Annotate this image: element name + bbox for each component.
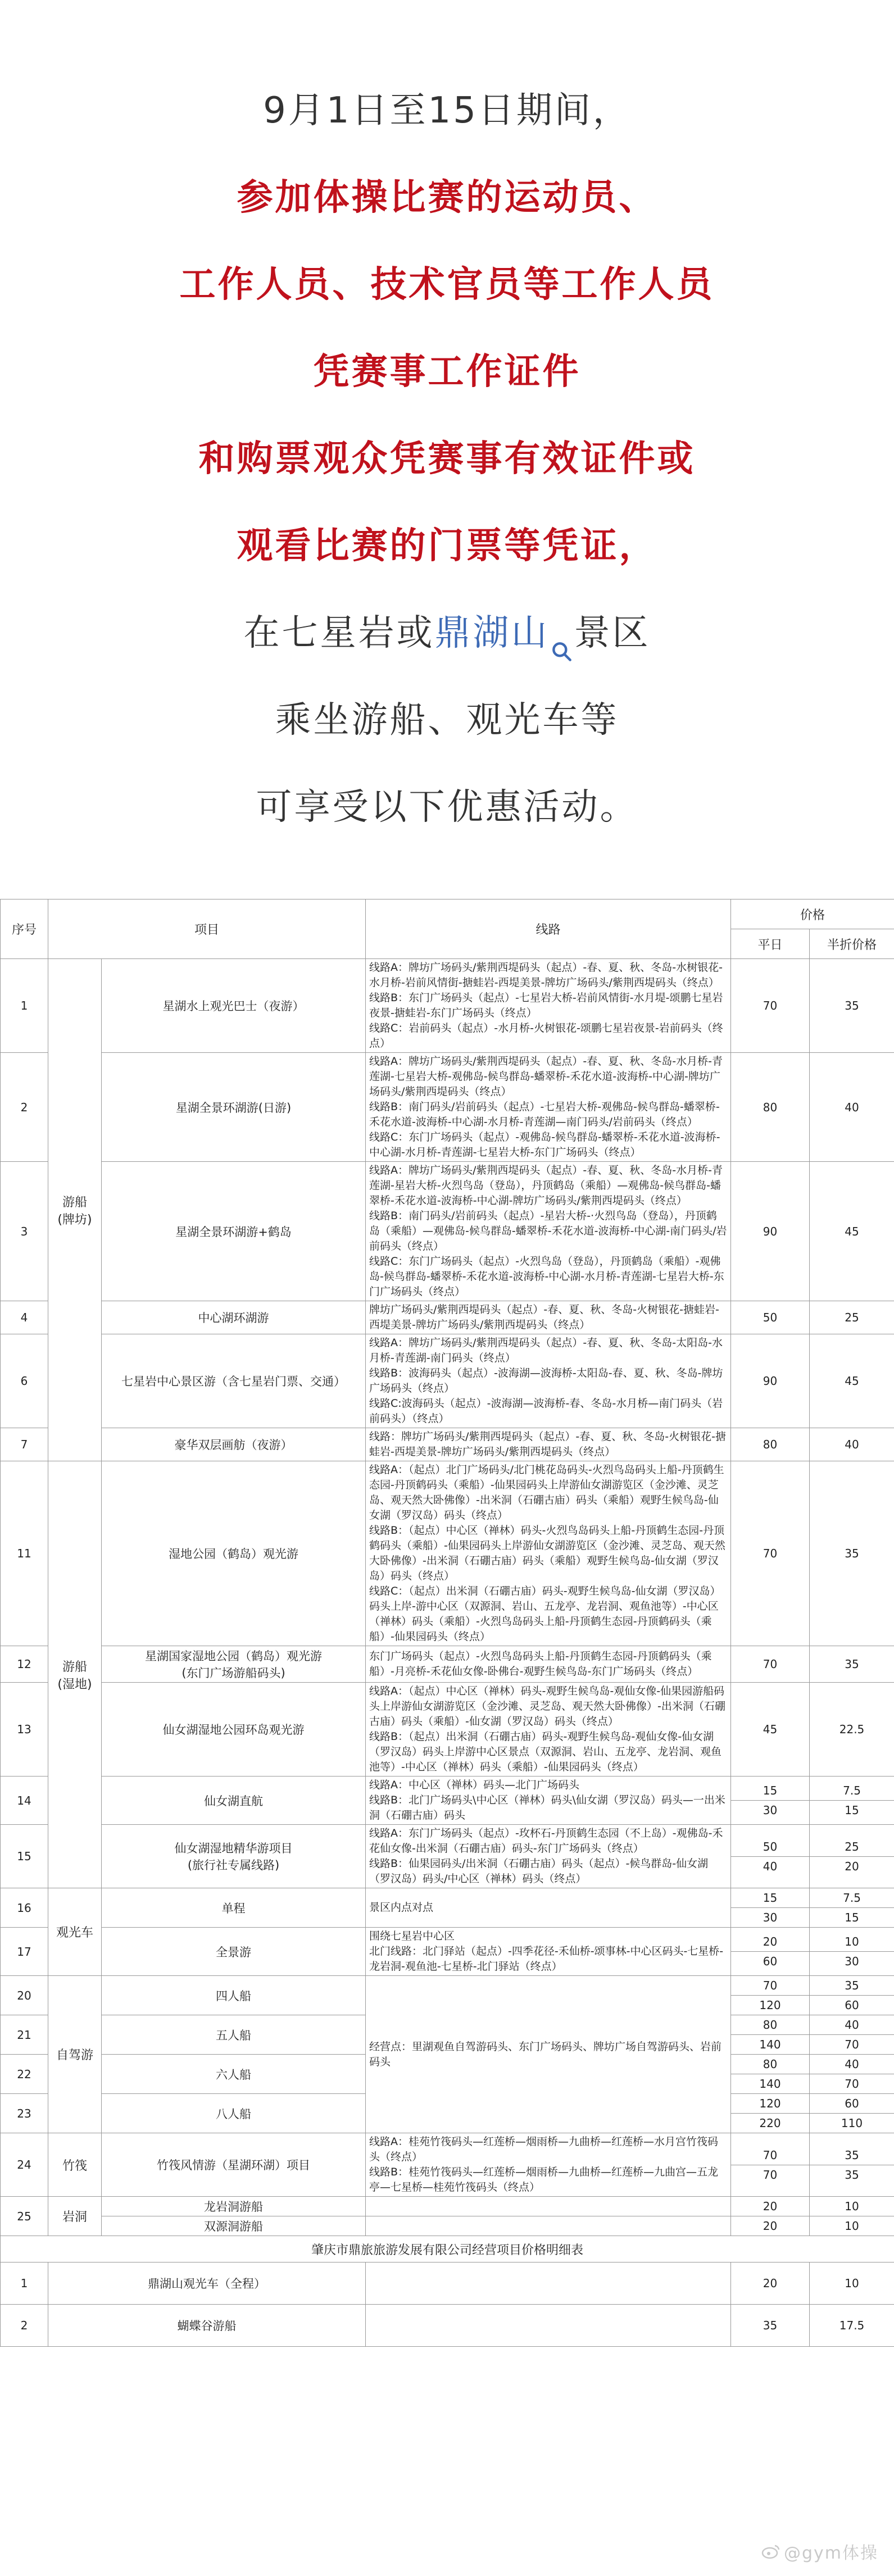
half-price-cell [810,1928,894,1976]
row-number: 11 [1,1461,48,1646]
sub-table-header [1,2236,894,2262]
route-cell [366,2216,731,2236]
route-cell [366,2262,731,2305]
category-cell: 竹筏 [48,2133,102,2197]
table-row [1,1683,894,1777]
half-price: 35 [810,1461,894,1646]
route-line: 线路A：牌坊广场码头/紫荆西堤码头（起点）-春、夏、秋、冬岛-水月桥-青莲湖-七星岩大桥-观佛岛-候鸟群岛-蟠翠桥-禾花水道-波海桥-中心湖-牌坊广场码头/紫荆西堤码头（终点） [369,1055,723,1098]
price-value: 140 [759,2038,781,2051]
item-name: 蝴蝶谷游船 [48,2305,366,2347]
row-number: 25 [1,2197,48,2236]
half-price-cell [810,2015,894,2055]
half-price: 45 [810,1162,894,1301]
route-line: 线路B：北门广场码头\中心区（禅林）码头\仙女湖（罗汉岛）码头—一出米洞（石硼古庙）码头 [369,1794,725,1821]
weekday-price-cell [731,1888,810,1928]
price-value: 35 [810,1976,894,1996]
price-value: 120 [731,2094,809,2114]
intro-line-7-post: 景区 [574,612,651,654]
item-name: 湿地公园（鹤岛）观光游 [102,1461,366,1646]
price-value: 70 [845,2038,859,2051]
price-value: 15 [845,1803,859,1817]
route-line: 线路A：牌坊广场码头/紫荆西堤码头（起点）-春、夏、秋、冬岛-太阳岛-水月桥-青莲湖-南门码头（终点） [369,1337,723,1364]
price-value: 15 [731,1888,809,1908]
table-row [1,1646,894,1683]
route-line: 线路C:波海码头（起点）-波海湖—波海桥-春、冬岛-水月桥—南门码头（岩前码头）（终点） [369,1397,723,1425]
table-row [1,2197,894,2216]
route-line: 线路B：（起点）中心区（禅林）码头-火烈鸟岛码头上船-丹顶鹤生态园-丹顶鹤码头（乘船）-仙果园码头上岸游仙女湖游览区（金沙滩、灵芝岛、观天然大卧佛像）-出米洞（石硼古庙）码头（乘船）观野生候鸟岛-仙女湖（罗汉岛）码头（终点） [369,1524,725,1582]
price-value: 50 [731,1837,809,1857]
row-number: 2 [1,2305,48,2347]
table-row [1,1428,894,1461]
route-cell [366,1428,731,1461]
intro-line-3: 工作人员、技术官员等工作人员 [179,264,715,306]
intro-line-5: 和购票观众凭赛事有效证件或 [198,438,696,480]
header-no: 序号 [1,899,48,959]
item-name: 鼎湖山观光车（全程） [48,2262,366,2305]
intro-line-7 [0,590,894,677]
row-number: 13 [1,1683,48,1777]
half-price-cell [810,1777,894,1825]
weekday-price: 90 [731,1162,810,1301]
weekday-price: 20 [731,2216,810,2236]
row-number: 4 [1,1301,48,1334]
row-number: 7 [1,1428,48,1461]
route-line: 线路A：东门广场码头（起点）-玫杯石-丹顶鹤生态园（不上岛）-观佛岛-禾花仙女像-出米洞（石硼古庙）码头-东门广场码头（终点） [369,1827,723,1855]
self-drive-route: 经营点：里湖观鱼自驾游码头、东门广场码头、牌坊广场自驾游码头、岩前码头 [366,1976,731,2133]
route-cell [366,1334,731,1428]
price-value: 20 [731,1932,809,1952]
price-value: 60 [845,1998,859,2012]
half-price: 40 [810,1053,894,1162]
table-row [1,2262,894,2305]
route-line: 线路A：牌坊广场码头/紫荆西堤码头（起点）-春、夏、秋、冬岛-水树银花-水月桥-岩前风情街-搪蛙岩-西堤美景-牌坊广场码头/紫荆西堤码头（终点） [369,961,723,989]
half-price: 35 [810,959,894,1053]
row-number: 6 [1,1334,48,1428]
intro-line-8: 乘坐游船、观光车等 [275,699,619,741]
item-name: 全景游 [102,1928,366,1976]
item-name: 八人船 [102,2094,366,2133]
item-name: 双源洞游船 [102,2216,366,2236]
price-value: 220 [759,2116,781,2130]
header-price: 价格 [731,899,894,929]
table-row [1,1976,894,2015]
route-line: 线路C：东门广场码头（起点）-火烈鸟岛（登岛），丹顶鹤岛（乘船）-观佛岛-候鸟群岛-蟠翠桥-禾花水道-波海桥-中心湖-水月桥-青莲湖-七星岩大桥-东门广场码头（终点） [369,1255,724,1298]
route-cell [366,1928,731,1976]
item-name: 龙岩洞游船 [102,2197,366,2216]
price-value: 40 [810,2055,894,2074]
intro-line-1: 9月1日至15日期间， [263,90,631,131]
item-name: 五人船 [102,2015,366,2055]
half-price: 40 [810,1428,894,1461]
row-number: 24 [1,2133,48,2197]
item-name: 仙女湖湿地公园环岛观光游 [102,1683,366,1777]
search-link-dinghushan[interactable]: 鼎湖山 [434,612,550,654]
half-price: 35 [810,1646,894,1683]
intro-line-7-pre: 在七星岩或 [243,612,435,654]
route-line: 线路B：仙果园码头/出米洞（石硼古庙）码头（起点）-候鸟群岛-仙女湖（罗汉岛）码头/中心区（禅林）码头（终点） [369,1857,709,1885]
header-half: 半折价格 [810,929,894,959]
price-value: 70 [731,2146,809,2165]
item-name: 星湖全景环湖游+鹤岛 [102,1162,366,1301]
route-line: 线路A：桂苑竹筏码头—红莲桥—烟雨桥—九曲桥—红莲桥—水月宫竹筏码头（终点） [369,2136,719,2163]
weekday-price-cell [731,2133,810,2197]
row-number: 23 [1,2094,48,2133]
route-line: 线路：牌坊广场码头/紫荆西堤码头（起点）-春、夏、秋、冬岛-火树银花-搪蛙岩-西堤美景-牌坊广场码头/紫荆西堤码头（终点） [369,1430,726,1458]
route-cell [366,2133,731,2197]
price-table [0,899,894,2347]
row-number: 20 [1,1976,48,2015]
item-name: 四人船 [102,1976,366,2015]
half-price: 10 [810,2197,894,2216]
route-cell [366,1461,731,1646]
table-row [1,2216,894,2236]
weekday-price-cell [731,1825,810,1888]
half-price: 10 [810,2262,894,2305]
weekday-price-cell [731,2055,810,2094]
table-row [1,1162,894,1301]
row-number: 1 [1,959,48,1053]
weekday-price: 20 [731,2197,810,2216]
row-number: 12 [1,1646,48,1683]
route-cell [366,1301,731,1334]
route-line: 围绕七星岩中心区 [369,1930,455,1942]
route-line: 线路B：南门码头/岩前码头（起点）-七星岩大桥-观佛岛-候鸟群岛-蟠翠桥-禾花水道-波海桥-中心湖-水月桥-青莲湖—南门码头/岩前码头（终点） [369,1101,720,1128]
route-line: 线路B：南门码头/岩前码头（起点）-星岩大桥-·火烈鸟岛（登岛），丹顶鹤岛（乘船）—观佛岛-候鸟群岛-蟠翠桥-禾花水道-波海桥-中心湖-南门码头/岩前码头（终点） [369,1210,727,1252]
row-number: 22 [1,2055,48,2094]
row-number: 1 [1,2262,48,2305]
weekday-price-cell [731,2015,810,2055]
weekday-price: 70 [731,959,810,1053]
intro-line-9: 可享受以下优惠活动。 [256,787,638,828]
weekday-price-cell [731,2094,810,2133]
weekday-price-cell [731,1976,810,2015]
route-cell [366,1646,731,1683]
half-price: 45 [810,1334,894,1428]
table-row [1,1461,894,1646]
price-value: 20 [845,1859,859,1873]
search-icon[interactable] [550,609,574,634]
item-name: 竹筏风情游（星湖环湖）项目 [102,2133,366,2197]
route-cell [366,1683,731,1777]
half-price: 25 [810,1301,894,1334]
table-row [1,1301,894,1334]
route-cell [366,959,731,1053]
sub-table-title: 肇庆市鼎旅旅游发展有限公司经营项目价格明细表 [1,2236,894,2262]
price-value: 70 [763,2168,778,2182]
row-number: 3 [1,1162,48,1301]
item-name: 六人船 [102,2055,366,2094]
table-row [1,1053,894,1162]
table-row [1,2133,894,2197]
price-value: 140 [759,2077,781,2091]
price-value: 25 [810,1837,894,1857]
row-number: 14 [1,1777,48,1825]
intro-line-2: 参加体操比赛的运动员、 [237,177,657,219]
price-value: 7.5 [810,1888,894,1908]
price-value: 120 [759,1998,781,2012]
price-value: 30 [845,1955,859,1968]
price-value: 30 [763,1803,778,1817]
route-line: 线路A：牌坊广场码头/紫荆西堤码头（起点）-春、夏、秋、冬岛-水月桥-青莲湖-星岩大桥-火烈鸟岛（登岛），丹顶鹤岛（乘船）—观佛岛-候鸟群岛-蟠翠桥-禾花水道-波海桥-中心湖-牌坊广场码头/紫荆西堤码头（终点） [369,1164,723,1207]
price-value: 10 [810,1932,894,1952]
table-row [1,2305,894,2347]
category-cell: 观光车 [48,1888,102,1976]
price-value: 7.5 [810,1781,894,1801]
price-value: 15 [731,1781,809,1801]
route-cell [366,1053,731,1162]
half-price-cell [810,2094,894,2133]
row-number: 17 [1,1928,48,1976]
route-line: 线路B：东门广场码头（起点）-七星岩大桥-岩前风情街-水月堤-颂鹏七星岩夜景-搪蛙岩-东门广场码头（终点） [369,992,723,1019]
half-price: 22.5 [810,1683,894,1777]
category-cell: 游船 (牌坊) [48,959,102,1461]
weekday-price: 70 [731,1461,810,1646]
item-name: 中心湖环湖游 [102,1301,366,1334]
item-name: 星湖国家湿地公园（鹤岛）观光游 (东门广场游船码头) [102,1646,366,1683]
half-price-cell [810,1888,894,1928]
weekday-price: 45 [731,1683,810,1777]
item-name: 豪华双层画舫（夜游） [102,1428,366,1461]
table-row [1,1777,894,1825]
watermark-text: @gym体操 [783,2543,878,2563]
weekday-price: 20 [731,2262,810,2305]
item-name: 仙女湖湿地精华游项目 (旅行社专属线路) [102,1825,366,1888]
item-name: 单程 [102,1888,366,1928]
route-line: 线路B：（起点）出米洞（石硼古庙）码头-观野生候鸟岛-观仙女像-仙女湖（罗汉岛）码头上岸游中心区景点（双源洞、岩山、五龙亭、龙岩洞、观鱼池等）-中心区（禅林）码头（乘船）-仙果园码头（终点） [369,1730,722,1773]
route-line: 线路C：东门广场码头（起点）-观佛岛-候鸟群岛-蟠翠桥-禾花水道-波海桥-中心湖-水月桥-青莲湖-七星岩大桥-东门广场码头（终点） [369,1131,720,1158]
route-line: 线路A：中心区（禅林）码头—北门广场码头 [369,1779,580,1791]
intro-line-6: 观看比赛的门票等凭证， [237,525,657,567]
half-price: 17.5 [810,2305,894,2347]
price-value: 70 [845,2077,859,2091]
price-value: 40 [763,1859,778,1873]
half-price-cell [810,2133,894,2197]
header-weekday: 平日 [731,929,810,959]
weekday-price: 70 [731,1646,810,1683]
weekday-price: 90 [731,1334,810,1428]
row-number: 2 [1,1053,48,1162]
price-value: 30 [763,1911,778,1924]
half-price: 10 [810,2216,894,2236]
route-line: 线路C：岩前码头（起点）-水月桥-火树银花-颂鹏七星岩夜景-岩前码头（终点） [369,1022,723,1050]
route-cell [366,1888,731,1928]
table-row [1,1928,894,1976]
route-line: 线路A：（起点）中心区（禅林）码头-观野生候鸟岛-观仙女像-仙果园游船码头上岸游仙女湖游览区（金沙滩、灵芝岛、观天然大卧佛像）-出米洞（石硼古庙）码头（乘船）-仙女湖（罗汉岛）码头（终点） [369,1685,725,1728]
table-row [1,1888,894,1928]
item-name: 仙女湖直航 [102,1777,366,1825]
route-line: 线路B：桂苑竹筏码头—红莲桥—烟雨桥—九曲桥—红莲桥—九曲宫—五龙亭—七星桥—桂苑竹筏码头（终点） [369,2166,719,2193]
price-value: 40 [810,2015,894,2035]
route-line: 景区内点对点 [369,1901,434,1914]
route-cell [366,1825,731,1888]
weekday-price-cell [731,1928,810,1976]
weekday-price: 80 [731,1428,810,1461]
route-line: 北门线路：北门驿站（起点）-四季花径-禾仙桥-颂事林-中心区码头-七星桥-龙岩洞-观鱼池-七星桥-北门驿站（终点） [369,1945,724,1973]
header-route: 线路 [366,899,731,959]
weekday-price: 35 [731,2305,810,2347]
price-value: 60 [763,1955,778,1968]
table-row [1,959,894,1053]
item-name: 星湖水上观光巴士（夜游） [102,959,366,1053]
price-value: 70 [731,1976,809,1996]
category-cell: 自驾游 [48,1976,102,2133]
price-table-wrapper [0,899,894,2347]
route-line: 牌坊广场码头/紫荆西堤码头（起点）-春、夏、秋、冬岛-火树银花-搪蛙岩-西堤美景-牌坊广场码头/紫荆西堤码头（终点） [369,1303,719,1331]
route-cell [366,1162,731,1301]
price-value: 110 [841,2116,863,2130]
row-number: 16 [1,1888,48,1928]
route-line: 线路B：波海码头（起点）-波海湖—波海桥-太阳岛-春、夏、秋、冬岛-牌坊广场码头（终点） [369,1367,723,1394]
route-cell [366,1777,731,1825]
half-price-cell [810,2055,894,2094]
price-value: 35 [845,2168,859,2182]
row-number: 21 [1,2015,48,2055]
route-line: 东门广场码头（起点）-火烈鸟岛码头上船-丹顶鹤生态园-丹顶鹤码头（乘船）-月亮桥-禾花仙女像-卧佛台-观野生候鸟岛-东门广场码头（终点） [369,1650,712,1678]
intro-line-4: 凭赛事工作证件 [313,351,581,393]
weekday-price: 80 [731,1053,810,1162]
price-value: 35 [810,2146,894,2165]
price-value: 80 [731,2055,809,2074]
route-cell [366,2305,731,2347]
weekday-price: 50 [731,1301,810,1334]
category-cell: 岩洞 [48,2197,102,2236]
item-name: 星湖全景环湖游(日游) [102,1053,366,1162]
route-line: 线路A：（起点）北门广场码头/北门桃花岛码头-火烈鸟岛码头上船-丹顶鹤生态园-丹顶鹤码头（乘船）-仙果园码头上岸游仙女湖游览区（金沙滩、灵芝岛、观天然大卧佛像）-出米洞（石硼古庙）码头（乘船）观野生候鸟岛-仙女湖（罗汉岛）码头（终点） [369,1464,724,1521]
weibo-icon [761,2543,780,2564]
category-cell: 游船 (湿地) [48,1461,102,1888]
price-value: 60 [810,2094,894,2114]
half-price-cell [810,1825,894,1888]
route-line: 线路C：（起点）出米洞（石硼古庙）码头-观野生候鸟岛-仙女湖（罗汉岛）码头上岸-游中心区（双源洞、岩山、五龙亭、龙岩洞、观鱼池等）-中心区（禅林）码头（乘船）-火烈鸟岛码头上船-丹顶鹤生态园-丹顶鹤码头（乘船）-仙果园码头（终点） [369,1585,721,1643]
price-value: 15 [845,1911,859,1924]
row-number: 15 [1,1825,48,1888]
table-row [1,1334,894,1428]
header-item: 项目 [48,899,366,959]
half-price-cell [810,1976,894,2015]
watermark [761,2539,878,2564]
intro-text-block [0,0,894,876]
route-cell [366,2197,731,2216]
price-value: 80 [731,2015,809,2035]
weekday-price-cell [731,1777,810,1825]
table-row [1,1825,894,1888]
item-name: 七星岩中心景区游（含七星岩门票、交通） [102,1334,366,1428]
